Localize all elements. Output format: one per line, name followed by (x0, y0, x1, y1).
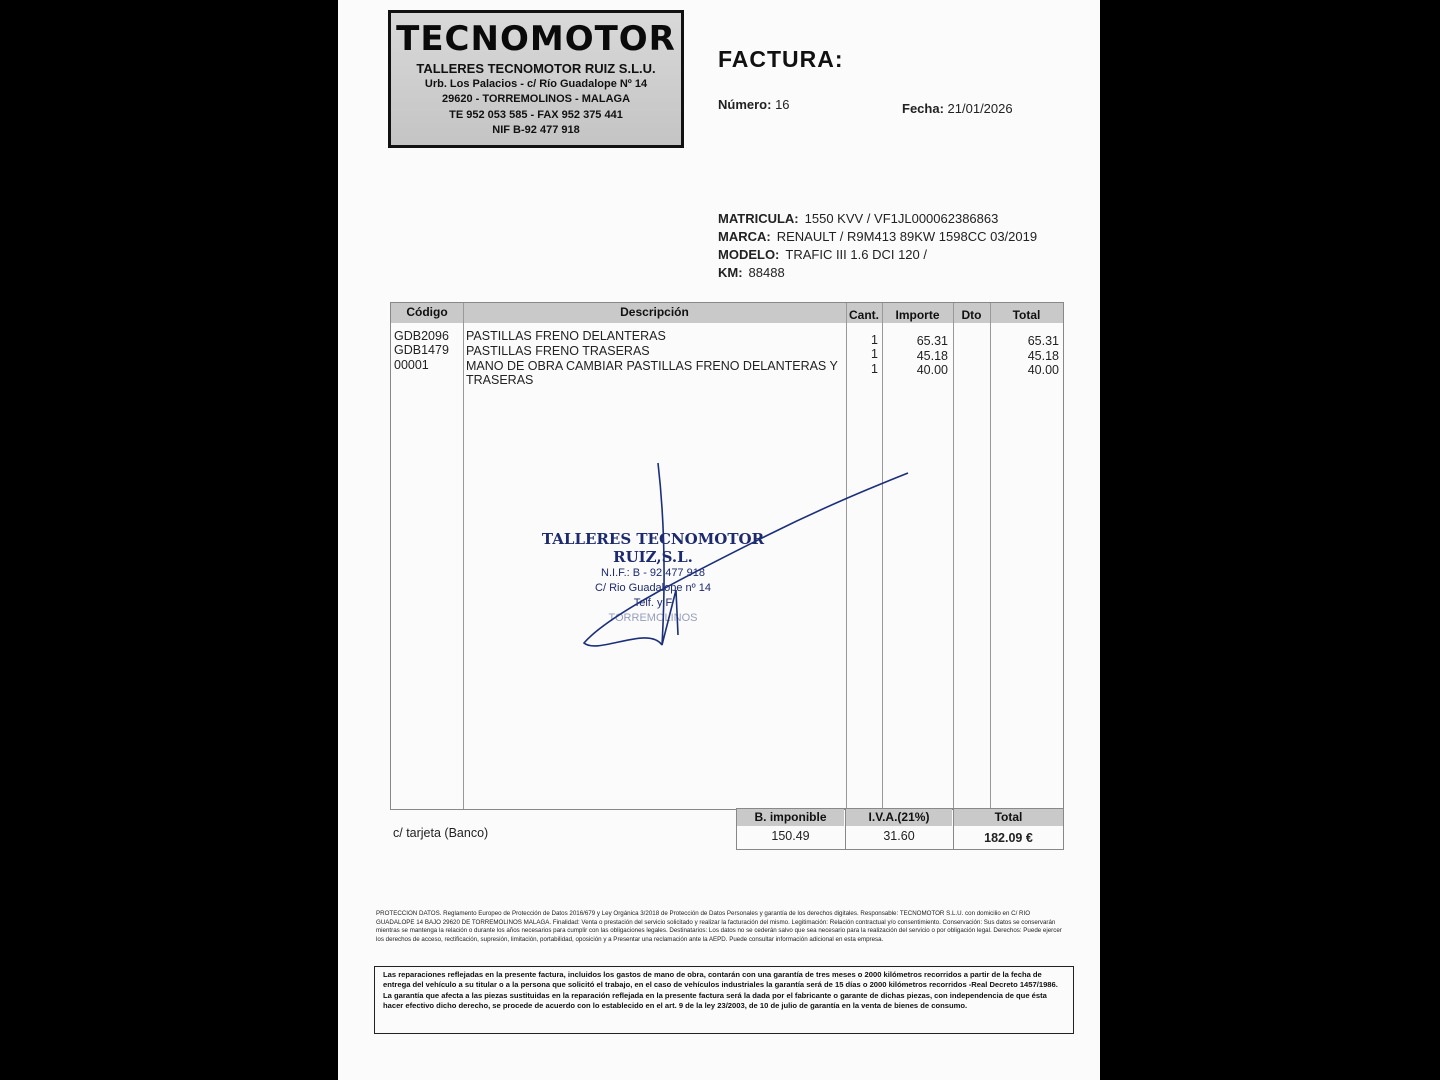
vehicle-info (718, 210, 1037, 282)
column-divider (990, 303, 991, 809)
invoice-date (902, 101, 1013, 116)
row-1-descripcion: PASTILLAS FRENO DELANTERAS (466, 329, 666, 343)
base-value: 150.49 (771, 829, 810, 843)
invoice-number-value: 16 (775, 97, 790, 112)
stamp-phone: Telf. y F (633, 597, 673, 609)
invoice-date-label: Fecha: (902, 101, 944, 116)
row-2-importe: 45.18 (916, 349, 948, 363)
row-3-total: 40.00 (1027, 363, 1059, 377)
row-1-codigo: GDB2096 (394, 329, 449, 343)
header-descripcion: Descripción (620, 305, 689, 319)
total-value: 182.09 € (984, 831, 1033, 845)
row-2-cant: 1 (871, 347, 878, 361)
total-label: Total (954, 809, 1063, 826)
stamp-name: TALLERES TECNOMOTOR RUIZ,S.L. (541, 530, 765, 566)
company-phone: TE 952 053 585 - FAX 952 375 441 (449, 108, 623, 121)
totals-box (736, 808, 1064, 850)
company-details (391, 61, 681, 139)
invoice-date-value: 21/01/2026 (947, 101, 1013, 116)
vehicle-marca: MARCA: RENAULT / R9M413 89KW 1598CC 03/2019 (718, 229, 1038, 244)
privacy-notice: PROTECCION DATOS. Reglamento Europeo de Protección de Datos 2016/679 y Ley Orgánica 3/2018 de Protección de Datos Personales y garantía de los derechos digitales. Responsable: TECNOMOTOR S.L.U. con domicilio en C/ RIO GUADALOPE 14 BAJO 29620 DE TORREMOLINOS MALAGA. Finalidad: Venta o prestación del servicio solicitado y realizar la facturación del mismo. Legitimación: Relación contractual y/o consentimiento. Conservación: Sus datos se conservarán mientras se mantenga la relación o durante los años necesarios para cumplir con las obligaciones legales. Destinatarios: Los datos no se cederán salvo que sea necesario para la realización del servicio o por obligación legal. Derechos: Puede ejercer los derechos de acceso, rectificación, supresión, limitación, portabilidad, oposición y a Presentar una reclamación ante la AEPD. Puede consultar información adicional en esta empresa. (376, 910, 1062, 943)
row-2-codigo: GDB1479 (394, 343, 449, 357)
row-1-total: 65.31 (1027, 334, 1059, 348)
vehicle-km: KM: 88488 (718, 265, 785, 280)
row-3-importe: 40.00 (916, 363, 948, 377)
header-cant: Cant. (849, 308, 879, 322)
company-nif: NIF B-92 477 918 (492, 124, 580, 136)
row-3-codigo: 00001 (394, 358, 429, 372)
stamp-nif: N.I.F.: B - 92 477 918 (601, 567, 705, 579)
signature (578, 455, 918, 655)
company-logo: TECNOMOTOR (396, 19, 676, 59)
header-total: Total (1012, 308, 1041, 322)
company-logo-box (388, 10, 684, 148)
company-address: Urb. Los Palacios - c/ Río Guadalope Nº 14 (424, 77, 648, 90)
totals-divider (953, 809, 954, 849)
row-3-descripcion: MANO DE OBRA CAMBIAR PASTILLAS FRENO DELANTERAS Y TRASERAS (466, 359, 838, 387)
iva-label: I.V.A.(21%) (846, 809, 952, 826)
header-dto: Dto (961, 308, 982, 322)
vehicle-modelo: MODELO: TRAFIC III 1.6 DCI 120 / (718, 247, 927, 262)
warranty-notice: Las reparaciones reflejadas en la presente factura, incluidos los gastos de mano de obra, contarán con una garantía de tres meses o 2000 kilómetros recorridos a partir de la fecha de entrega del vehículo a su titular o a la persona que solicitó el trabajo, en el caso de vehículos industriales la garantía será de 15 días o 2000 kilómetros recorridos -Real Decreto 1457/1986. La garantía que afecta a las piezas sustituidas en la reparación reflejada en la presente factura será la dada por el fabricante o garante de dichas piezas, con independencia de que ésta hacer efectivo dicho derecho, se procede de acuerdo con lo establecido en el art. 9 de la ley 23/2003, de 10 de julio de garantía en la venta de bienes de consumo. (374, 966, 1074, 1034)
invoice-page (338, 0, 1100, 1080)
invoice-number (718, 97, 790, 112)
column-divider (463, 303, 464, 809)
header-codigo: Código (406, 305, 448, 319)
payment-method: c/ tarjeta (Banco) (393, 826, 489, 840)
company-city: 29620 - TORREMOLINOS - MALAGA (441, 93, 631, 105)
row-1-importe: 65.31 (916, 334, 948, 348)
totals-divider (845, 809, 846, 849)
row-1-cant: 1 (871, 333, 878, 347)
invoice-number-label: Número: (718, 97, 772, 112)
base-label: B. imponible (737, 809, 844, 826)
stamp-address: C/ Rio Guadalope nº 14 (595, 582, 711, 594)
iva-value: 31.60 (883, 829, 915, 843)
row-3-cant: 1 (871, 362, 878, 376)
row-2-descripcion: PASTILLAS FRENO TRASERAS (466, 344, 650, 358)
vehicle-matricula: MATRICULA: 1550 KVV / VF1JL000062386863 (718, 211, 999, 226)
header-importe: Importe (895, 308, 940, 322)
stamp-city: TORREMOLINOS (608, 612, 698, 624)
company-name: TALLERES TECNOMOTOR RUIZ S.L.U. (416, 61, 656, 76)
invoice-title: FACTURA: (718, 46, 844, 72)
row-2-total: 45.18 (1027, 349, 1059, 363)
column-divider (953, 303, 954, 809)
